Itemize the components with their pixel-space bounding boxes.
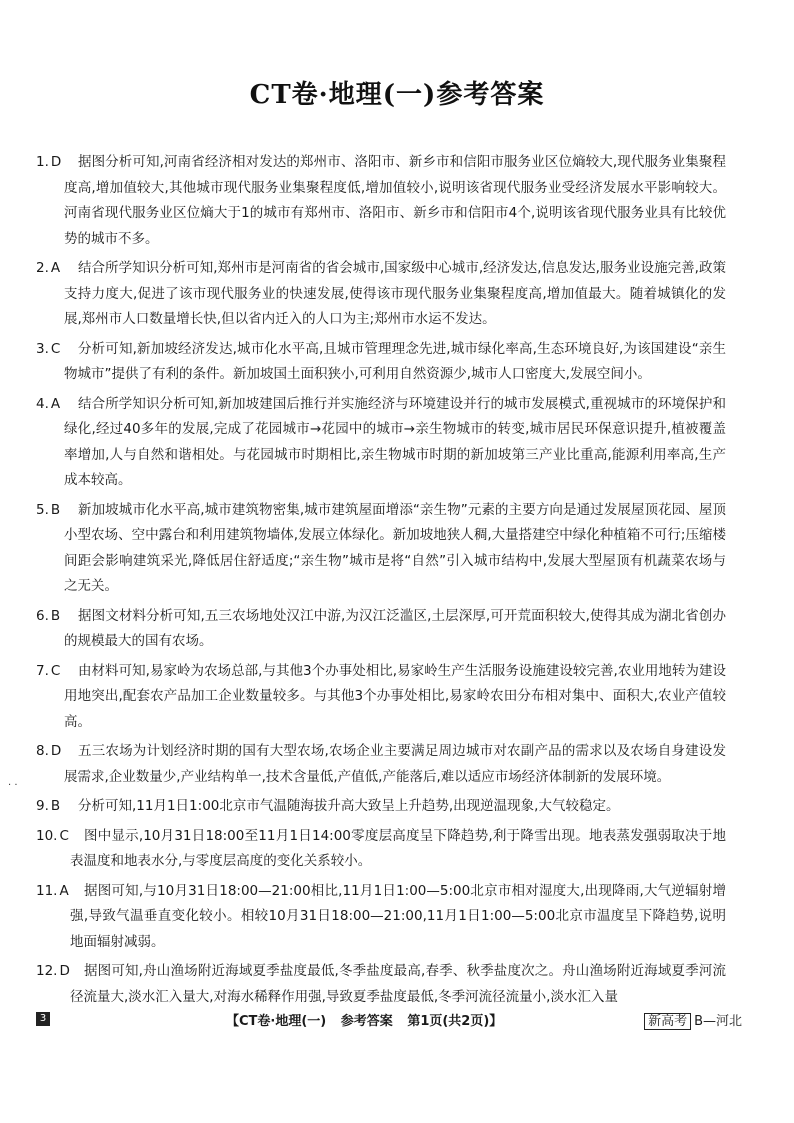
item-number: 1. — [36, 154, 49, 170]
answer-item-11 — [36, 879, 726, 956]
item-explanation: 新加坡城市化水平高,城市建筑物密集,城市建筑屋面增添“亲生物”元素的主要方向是通过发展屋顶花园、屋顶小型农场、空中露台和利用建筑物墙体,发展立体绿化。新加坡地狭人稠,大量搭建空中绿化种植箱不可行;压缩楼间距会影响建筑采光,降低居住舒适度;“亲生物”城市是将“自然”引入城市结构中,发展大型屋顶有机蔬菜农场与之无关。 — [64, 501, 726, 594]
page-footer — [36, 1010, 742, 1032]
exam-type-badge: 新高考 — [644, 1013, 691, 1030]
item-explanation: 五三农场为计划经济时期的国有大型农场,农场企业主要满足周边城市对农副产品的需求以及农场自身建设发展需求,企业数量少,产业结构单一,技术含量低,产值低,产能落后,难以适应市场经济体制新的发展环境。 — [64, 743, 726, 785]
item-explanation: 图中显示,10月31日18:00至11月1日14:00零度层高度呈下降趋势,利于降雪出现。地表蒸发强弱取决于地表温度和地表水分,与零度层高度的变化关系较小。 — [70, 827, 726, 869]
item-answer: A — [59, 882, 69, 899]
item-explanation: 据图分析可知,河南省经济相对发达的郑州市、洛阳市、新乡市和信阳市服务业区位熵较大,现代服务业集聚程度高,增加值较大,其他城市现代服务业集聚程度低,增加值较小,说明该省现代服务业受经济发展水平影响较大。河南省现代服务业区位熵大于1的城市有郑州市、洛阳市、新乡市和信阳市4个,说明该省现代服务业具有比较优势的城市不多。 — [64, 154, 726, 247]
item-number: 11. — [36, 882, 58, 899]
footer-label: 参考答案 — [340, 1014, 393, 1029]
answer-item-2 — [36, 256, 726, 333]
footer-region: B—河北 — [694, 1014, 742, 1029]
footer-exam-tag — [644, 1010, 742, 1029]
answer-item-4 — [36, 392, 726, 494]
item-explanation: 据图可知,与10月31日18:00—21:00相比,11月1日1:00—5:00北京市相对湿度大,出现降雨,大气逆辐射增强,导致气温垂直变化较小。相较10月31日18:00—21:00,11月1日1:00—5:00北京市温度呈下降趋势,说明地面辐射减弱。 — [70, 882, 726, 950]
item-answer: B — [50, 501, 61, 518]
footer-info — [226, 1010, 512, 1029]
item-number: 10. — [36, 827, 58, 844]
item-answer: D — [59, 963, 70, 979]
page-mark-icon: 3 — [36, 1012, 50, 1026]
answer-item-8 — [36, 739, 726, 790]
item-explanation: 结合所学知识分析可知,郑州市是河南省的省会城市,国家级中心城市,经济发达,信息发达,服务业设施完善,政策支持力度大,促进了该市现代服务业的快速发展,使得该市现代服务业集聚程度高,增加值最大。随着城镇化的发展,郑州市人口数量增长快,但以省内迁入的人口为主;郑州市水运不发达。 — [64, 260, 726, 327]
item-number: 12. — [36, 963, 58, 979]
item-number: 5. — [36, 501, 49, 518]
item-answer: C — [50, 340, 61, 357]
item-answer: B — [50, 607, 61, 624]
item-explanation: 据图可知,舟山渔场附近海域夏季盐度最低,冬季盐度最高,春季、秋季盐度次之。舟山渔场附近海域夏季河流径流量大,淡水汇入量大,对海水稀释作用强,导致夏季盐度最低,冬季河流径流量小,淡水汇入量 — [70, 963, 726, 1005]
footer-page-number: 第1页(共2页)】 — [407, 1014, 503, 1029]
item-number: 6. — [36, 607, 49, 624]
item-answer: D — [50, 743, 62, 759]
answer-list — [36, 150, 726, 1014]
answer-item-10 — [36, 824, 726, 875]
item-explanation: 分析可知,新加坡经济发达,城市化水平高,且城市管理理念先进,城市绿化率高,生态环境良好,为该国建设“亲生物城市”提供了有利的条件。新加坡国土面积狭小,可利用自然资源少,城市人口密度大,发展空间小。 — [64, 340, 726, 382]
item-explanation: 据图文材料分析可知,五三农场地处汉江中游,为汉江泛滥区,土层深厚,可开荒面积较大,使得其成为湖北省创办的规模最大的国有农场。 — [64, 607, 726, 649]
answer-item-1 — [36, 150, 726, 252]
item-number: 3. — [36, 340, 49, 357]
item-answer: D — [50, 154, 62, 170]
item-number: 8. — [36, 743, 49, 759]
item-answer: B — [50, 798, 61, 814]
item-number: 7. — [36, 662, 49, 679]
item-number: 9. — [36, 798, 49, 814]
answer-item-7 — [36, 659, 726, 736]
answer-item-9 — [36, 794, 726, 820]
item-explanation: 结合所学知识分析可知,新加坡建国后推行并实施经济与环境建设并行的城市发展模式,重视城市的环境保护和绿化,经过40多年的发展,完成了花园城市→花园中的城市→亲生物城市的转变,城市居民环保意识提升,植被覆盖率增加,人与自然和谐相处。与花园城市时期相比,亲生物城市时期的新加坡第三产业比重高,能源利用率高,生产成本较高。 — [64, 395, 726, 488]
margin-mark-icon: · · — [8, 780, 18, 791]
answer-item-3 — [36, 337, 726, 388]
item-explanation: 分析可知,11月1日1:00北京市气温随海拔升高大致呈上升趋势,出现逆温现象,大气较稳定。 — [78, 798, 620, 814]
item-number: 4. — [36, 395, 49, 412]
item-explanation: 由材料可知,易家岭为农场总部,与其他3个办事处相比,易家岭生产生活服务设施建设较完善,农业用地转为建设用地突出,配套农产品加工企业数量较多。与其他3个办事处相比,易家岭农田分布相对集中、面积大,农业产值较高。 — [64, 662, 726, 730]
item-answer: C — [50, 662, 61, 679]
footer-doc-name: 【CT卷·地理(一) — [226, 1014, 327, 1029]
answer-item-12 — [36, 959, 726, 1010]
item-answer: C — [59, 827, 69, 844]
item-answer: A — [50, 395, 61, 412]
item-number: 2. — [36, 260, 49, 276]
page-title: CT卷·地理(一)参考答案 — [249, 80, 545, 110]
answer-item-6 — [36, 604, 726, 655]
answer-item-5 — [36, 498, 726, 600]
item-answer: A — [50, 260, 61, 276]
